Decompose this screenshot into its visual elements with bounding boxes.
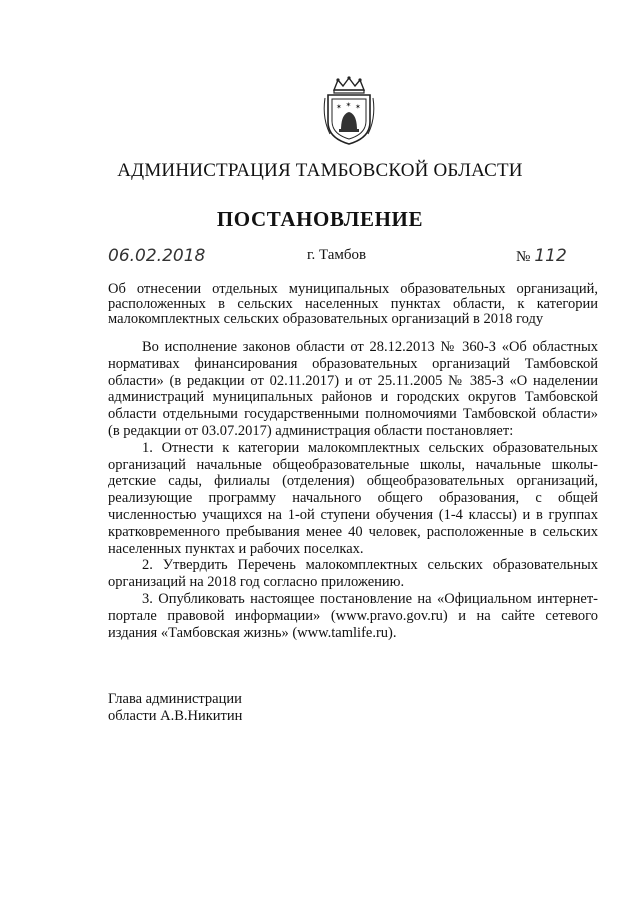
body-paragraph: 2. Утвердить Перечень малокомплектных сельских образовательных организаций на 2018 год согласно приложению. bbox=[108, 557, 598, 591]
document-number bbox=[516, 246, 567, 266]
document-title: ПОСТАНОВЛЕНИЕ bbox=[216, 207, 424, 231]
tambov-coat-of-arms-icon bbox=[322, 76, 376, 146]
subject-line: расположенных в сельских населенных пунктах области, к категории bbox=[108, 296, 598, 312]
body-paragraph: 3. Опубликовать настоящее постановление на «Официальном интернет-портале правовой информации» (www.pravo.gov.ru) и на сайте сетевого издания «Тамбовская жизнь» (www.tamlife.ru). bbox=[108, 590, 598, 641]
document-date: 06.02.2018 bbox=[108, 246, 206, 266]
signature-title: Глава администрации bbox=[108, 691, 242, 707]
signature-block bbox=[108, 691, 242, 725]
document-subject bbox=[108, 282, 598, 327]
organization-name: АДМИНИСТРАЦИЯ ТАМБОВСКОЙ ОБЛАСТИ bbox=[117, 160, 523, 181]
number-label: № bbox=[516, 249, 531, 265]
svg-text:✶: ✶ bbox=[345, 101, 352, 109]
document-city: г. Тамбов bbox=[307, 247, 367, 263]
body-paragraph: Во исполнение законов области от 28.12.2013 № 360-З «Об областных нормативах финансирования образовательных организаций Тамбовской области» (в редакции от 02.11.2017) и от 25.11.2005 № 385-З «О наделении администраций муниципальных районов и городских округов Тамбовской области отдельными государственными полномочиями Тамбовской области» (в редакции от 03.07.2017) администрация области постановляет: bbox=[108, 339, 598, 439]
number-value: 112 bbox=[534, 246, 567, 266]
document-body bbox=[108, 339, 598, 641]
subject-line: Об отнесении отдельных муниципальных образовательных организаций, bbox=[108, 281, 598, 297]
signature-name: области А.В.Никитин bbox=[108, 708, 243, 724]
svg-text:✶: ✶ bbox=[336, 103, 342, 111]
subject-line: малокомплектных сельских образовательных организаций в 2018 году bbox=[108, 311, 544, 327]
body-paragraph: 1. Отнести к категории малокомплектных сельских образовательных организаций начальные общеобразовательные школы, начальные школы-детские сады, филиалы (отделения) общеобразовательных организаций, реализующие программу начального общего образования, с общей численностью учащихся на 1-ой ступени обучения (1-4 классы) и в группах кратковременного пребывания менее 40 человек, расположенные в сельских населенных пунктах и рабочих поселках. bbox=[108, 439, 598, 557]
svg-text:✶: ✶ bbox=[355, 103, 361, 111]
